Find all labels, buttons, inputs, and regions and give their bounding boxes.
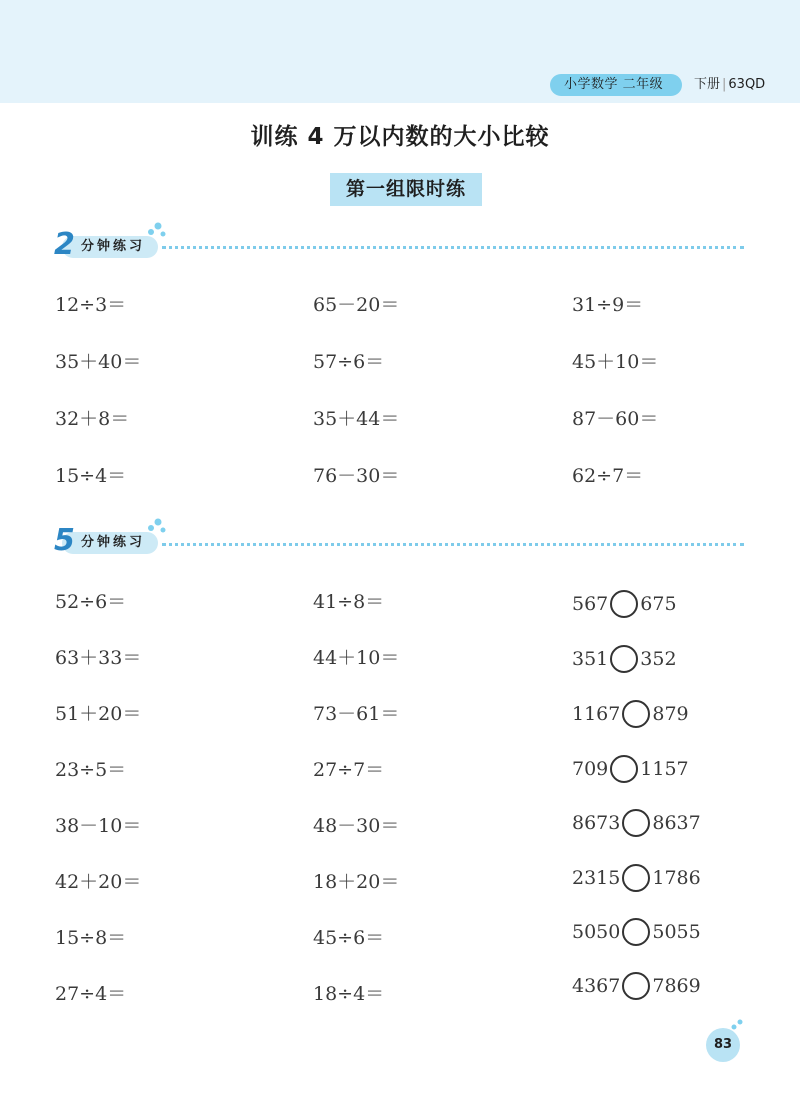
arithmetic-problem: 23÷5＝ <box>55 759 127 781</box>
arithmetic-problem: 45÷6＝ <box>313 927 385 949</box>
water-splash-icon <box>146 516 168 538</box>
arithmetic-problem: 27÷7＝ <box>313 759 385 781</box>
arithmetic-problem: 51＋20＝ <box>55 703 142 725</box>
arithmetic-problem: 48－30＝ <box>313 815 400 837</box>
comparison-answer-circle[interactable] <box>610 590 638 618</box>
arithmetic-problem: 18＋20＝ <box>313 871 400 893</box>
number-comparison <box>572 917 701 947</box>
page-title: 训练 4 万以内数的大小比较 <box>250 124 550 150</box>
arithmetic-problem: 27÷4＝ <box>55 983 127 1005</box>
arithmetic-problem: 57÷6＝ <box>313 351 385 373</box>
comparison-answer-circle[interactable] <box>622 918 650 946</box>
arithmetic-problem: 87－60＝ <box>572 408 659 430</box>
section-divider <box>162 246 744 249</box>
arithmetic-problem: 31÷9＝ <box>572 294 644 316</box>
comparison-left-number: 4367 <box>572 975 621 997</box>
arithmetic-problem: 18÷4＝ <box>313 983 385 1005</box>
comparison-right-number: 7869 <box>652 975 701 997</box>
section-label: 分钟练习 <box>81 535 146 550</box>
number-comparison <box>572 644 677 674</box>
arithmetic-problem: 73－61＝ <box>313 703 400 725</box>
arithmetic-problem: 35＋40＝ <box>55 351 142 373</box>
number-comparison <box>572 589 677 619</box>
water-splash-icon <box>730 1018 746 1034</box>
arithmetic-problem: 12÷3＝ <box>55 294 127 316</box>
comparison-answer-circle[interactable] <box>622 972 650 1000</box>
comparison-right-number: 675 <box>640 593 677 615</box>
comparison-right-number: 879 <box>652 703 689 725</box>
volume-label <box>694 74 765 96</box>
comparison-answer-circle[interactable] <box>622 864 650 892</box>
arithmetic-problem: 41÷8＝ <box>313 591 385 613</box>
arithmetic-problem: 35＋44＝ <box>313 408 400 430</box>
section-badge-5min <box>54 523 156 558</box>
arithmetic-problem: 65－20＝ <box>313 294 400 316</box>
water-splash-icon <box>146 220 168 242</box>
comparison-left-number: 351 <box>572 648 609 670</box>
comparison-right-number: 1786 <box>652 867 701 889</box>
comparison-answer-circle[interactable] <box>622 809 650 837</box>
number-comparison <box>572 971 701 1001</box>
comparison-answer-circle[interactable] <box>610 755 638 783</box>
group-title: 第一组限时练 <box>330 173 482 206</box>
section-minutes-number: 2 <box>54 227 75 262</box>
comparison-right-number: 5055 <box>652 921 701 943</box>
arithmetic-problem: 32＋8＝ <box>55 408 130 430</box>
volume-separator: | <box>722 77 727 92</box>
page-number: 83 <box>706 1028 740 1062</box>
comparison-left-number: 2315 <box>572 867 621 889</box>
number-comparison <box>572 754 689 784</box>
comparison-right-number: 8637 <box>652 812 701 834</box>
comparison-answer-circle[interactable] <box>622 700 650 728</box>
grade-label: 小学数学 二年级 <box>550 74 682 96</box>
comparison-left-number: 5050 <box>572 921 621 943</box>
edition-code: 63QD <box>728 77 766 92</box>
arithmetic-problem: 44＋10＝ <box>313 647 400 669</box>
arithmetic-problem: 76－30＝ <box>313 465 400 487</box>
arithmetic-problem: 42＋20＝ <box>55 871 142 893</box>
section-divider <box>162 543 744 546</box>
section-minutes-number: 5 <box>54 523 75 558</box>
section-badge-2min <box>54 227 156 262</box>
arithmetic-problem: 52÷6＝ <box>55 591 127 613</box>
number-comparison <box>572 699 689 729</box>
comparison-left-number: 567 <box>572 593 609 615</box>
comparison-left-number: 1167 <box>572 703 621 725</box>
number-comparison <box>572 863 701 893</box>
volume-text: 下册 <box>694 77 721 92</box>
arithmetic-problem: 15÷8＝ <box>55 927 127 949</box>
comparison-answer-circle[interactable] <box>610 645 638 673</box>
number-comparison <box>572 808 701 838</box>
arithmetic-problem: 45＋10＝ <box>572 351 659 373</box>
arithmetic-problem: 15÷4＝ <box>55 465 127 487</box>
section-label: 分钟练习 <box>81 239 146 254</box>
arithmetic-problem: 62÷7＝ <box>572 465 644 487</box>
comparison-left-number: 8673 <box>572 812 621 834</box>
comparison-right-number: 352 <box>640 648 677 670</box>
comparison-left-number: 709 <box>572 758 609 780</box>
arithmetic-problem: 38－10＝ <box>55 815 142 837</box>
comparison-right-number: 1157 <box>640 758 689 780</box>
arithmetic-problem: 63＋33＝ <box>55 647 142 669</box>
